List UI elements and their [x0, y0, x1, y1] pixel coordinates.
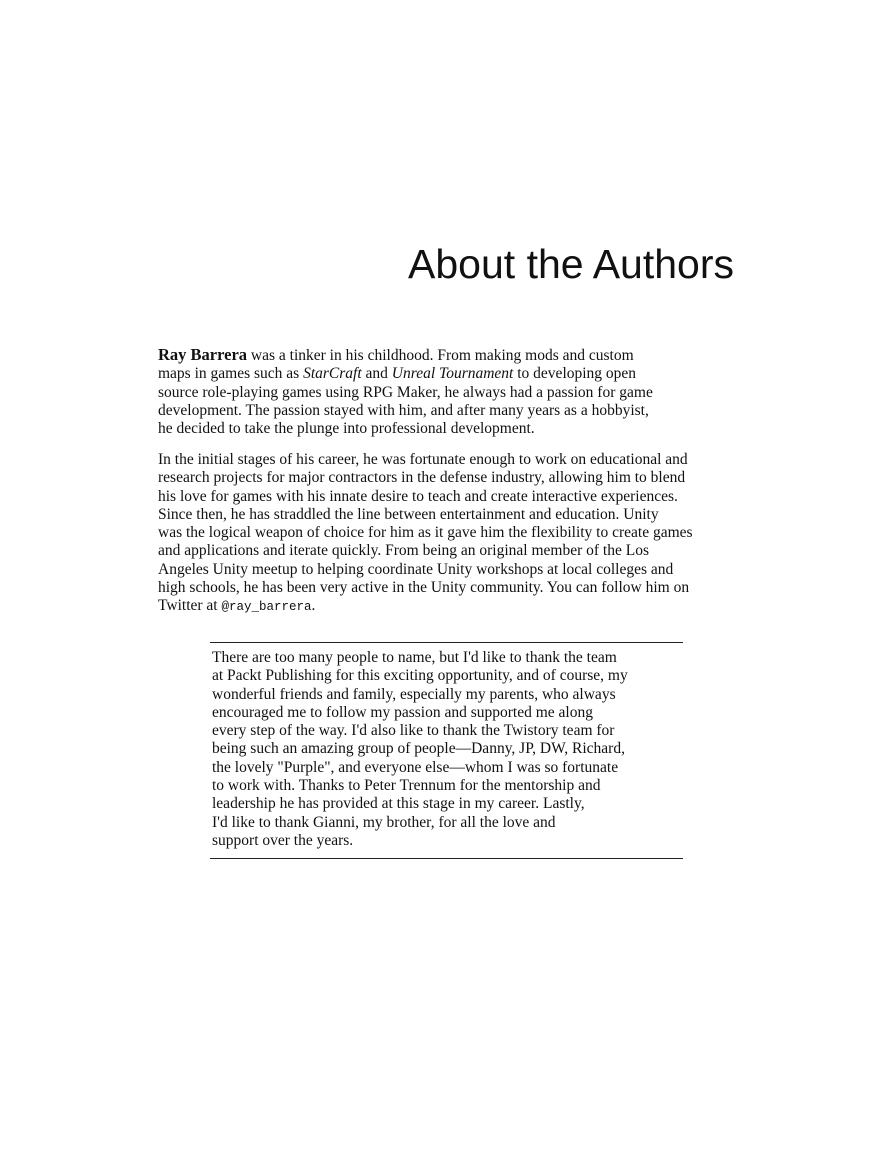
- text-run: was a tinker in his childhood. From making mods and custom: [247, 347, 634, 364]
- text-line: research projects for major contractors in the defense industry, allowing him to blend: [158, 469, 686, 487]
- acknowledgement-line: encouraged me to follow my passion and supported me along: [212, 703, 593, 721]
- text-line: his love for games with his innate desire to teach and create interactive experiences.: [158, 487, 678, 505]
- acknowledgement-line: I'd like to thank Gianni, my brother, for all the love and: [212, 813, 556, 831]
- acknowledgement-box: [210, 642, 683, 859]
- bio-paragraph-2: [158, 451, 693, 617]
- text-run: .: [311, 597, 316, 615]
- text-line: he decided to take the plunge into professional development.: [158, 420, 535, 438]
- text-line: high schools, he has been very active in the Unity community. You can follow him on: [158, 579, 690, 597]
- acknowledgement-line: the lovely "Purple", and everyone else—whom I was so fortunate: [212, 758, 619, 776]
- game-title-starcraft: StarCraft: [303, 365, 362, 383]
- text-run: to developing open: [513, 365, 637, 383]
- acknowledgement-line: support over the years.: [212, 831, 354, 849]
- text-line: Since then, he has straddled the line between entertainment and education. Unity: [158, 505, 659, 523]
- text-run: and: [361, 365, 392, 383]
- acknowledgement-line: leadership he has provided at this stage in my career. Lastly,: [212, 795, 585, 813]
- acknowledgement-line: every step of the way. I'd also like to thank the Twistory team for: [212, 722, 615, 740]
- bio-paragraph-1: [158, 346, 653, 438]
- acknowledgement-text: [212, 649, 683, 850]
- text-line: and applications and iterate quickly. From being an original member of the Los: [158, 542, 649, 560]
- text-line: [158, 346, 653, 365]
- acknowledgement-line: There are too many people to name, but I'd like to thank the team: [212, 649, 617, 666]
- text-line: Angeles Unity meetup to helping coordinate Unity workshops at local colleges and: [158, 560, 674, 578]
- text-run: maps in games such as: [158, 365, 304, 383]
- page-title: About the Authors: [408, 241, 734, 287]
- author-name: Ray Barrera: [158, 345, 248, 364]
- text-run: Twitter at: [158, 597, 222, 615]
- text-line: source role-playing games using RPG Maker, he always had a passion for game: [158, 383, 653, 401]
- text-line: was the logical weapon of choice for him as it gave him the flexibility to create games: [158, 524, 693, 542]
- text-line: [158, 597, 693, 616]
- text-line: [158, 365, 653, 383]
- acknowledgement-line: at Packt Publishing for this exciting opportunity, and of course, my: [212, 667, 628, 685]
- acknowledgement-line: being such an amazing group of people—Danny, JP, DW, Richard,: [212, 740, 625, 758]
- acknowledgement-line: to work with. Thanks to Peter Trennum for the mentorship and: [212, 777, 601, 795]
- acknowledgement-line: wonderful friends and family, especially my parents, who always: [212, 685, 616, 703]
- game-title-unreal-tournament: Unreal Tournament: [391, 365, 514, 383]
- text-line: development. The passion stayed with him, and after many years as a hobbyist,: [158, 401, 649, 419]
- twitter-handle: @ray_barrera: [221, 600, 312, 615]
- text-line: In the initial stages of his career, he was fortunate enough to work on educational and: [158, 451, 688, 468]
